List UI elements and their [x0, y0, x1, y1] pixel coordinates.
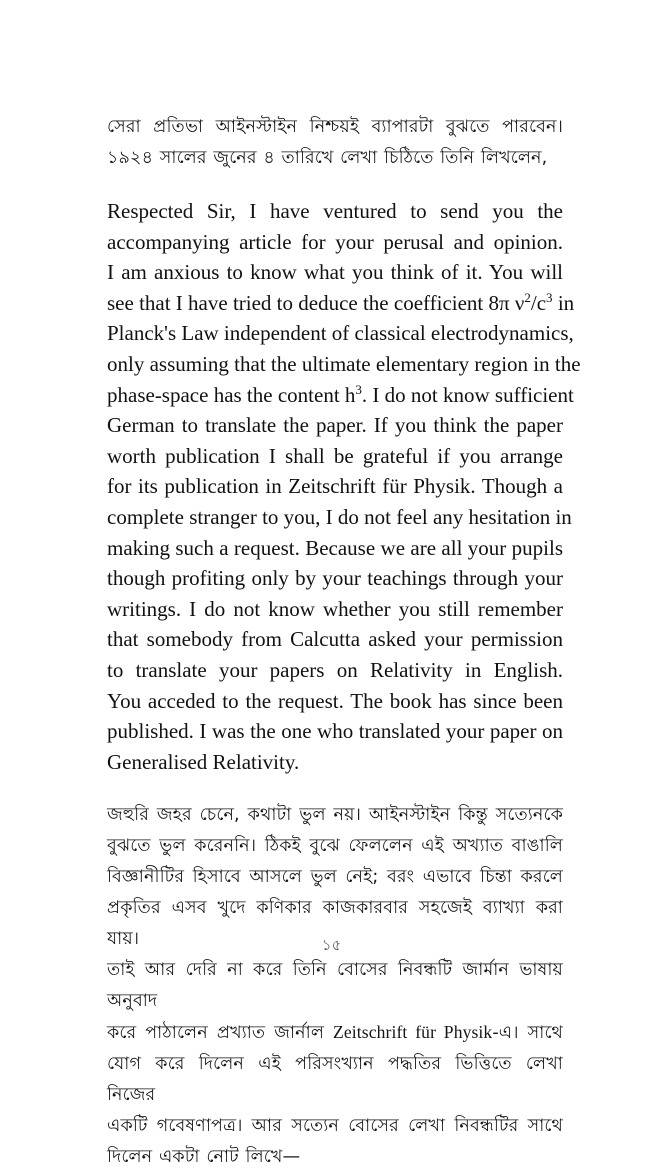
text-column	[107, 112, 581, 1173]
journal-name: Zeitschrift für Physik	[333, 1022, 493, 1043]
letter-line-formula-post: in	[552, 290, 575, 315]
letter-line: making such a request. Because we are all your pupils	[107, 535, 563, 560]
letter-line-formula-pre: see that I have tried to deduce the coefficient 8π ν	[107, 290, 525, 315]
letter-line: that somebody from Calcutta asked your permission	[107, 627, 563, 652]
letter-line: only assuming that the ultimate elementary region in the	[107, 351, 581, 376]
letter-line: German to translate the paper. If you think the paper	[107, 413, 563, 438]
intro-line: সেরা প্রতিভা আইনস্টাইন নিশ্চয়ই ব্যাপারটা বুঝতে পারবেন।	[107, 117, 563, 137]
letter-line: You acceded to the request. The book has since been	[107, 688, 563, 713]
letter-line-formula	[107, 288, 575, 319]
spacer	[107, 777, 563, 800]
intro-line: ১৯২৪ সালের জুনের ৪ তারিখে লেখা চিঠিতে তিনি লিখলেন,	[107, 148, 548, 168]
letter-line: Planck's Law independent of classical electrodynamics,	[107, 321, 574, 346]
exponent-3: 3	[355, 381, 362, 397]
letter-line: worth publication I shall be grateful if you arrange	[107, 443, 563, 468]
letter-line: I am anxious to know what you think of it. You will	[107, 260, 563, 285]
outro-line: যোগ করে দিলেন এই পরিসংখ্যান পদ্ধতির ভিত্তিতে লেখা নিজের	[107, 1054, 563, 1106]
outro-line: বুঝতে ভুল করেননি। ঠিকই বুঝে ফেললেন এই অখ্যাত বাঙালি	[107, 836, 563, 857]
letter-line-formula-mid: /c	[530, 290, 547, 315]
outro-line: একটি গবেষণাপত্র। আর সত্যেন বোসের লেখা নিবন্ধটির সাথে	[107, 1116, 563, 1137]
outro-paragraph	[107, 800, 563, 1173]
letter-line-formula-post: . I do not know sufficient	[361, 382, 574, 407]
exponent-3: 3	[546, 289, 553, 305]
letter-line: published. I was the one who translated your paper on	[107, 719, 563, 744]
letter-line: Generalised Relativity.	[107, 749, 300, 774]
outro-line: প্রকৃতির এসব খুদে কণিকার কাজকারবার সহজেই ব্যাখ্যা করা যায়।	[107, 898, 563, 950]
letter-line: Respected Sir, I have ventured to send you the	[107, 199, 563, 223]
outro-line-journal-post: -এ। সাথে	[492, 1023, 564, 1044]
letter-line: writings. I do not know whether you still remember	[107, 596, 563, 621]
outro-line: দিলেন একটা নোট লিখে—	[107, 1147, 301, 1168]
letter-line: complete stranger to you, I do not feel any hesitation in	[107, 504, 572, 529]
outro-line: জহুরি জহর চেনে, কথাটা ভুল নয়। আইনস্টাইন কিন্তু সত্যেনকে	[107, 805, 563, 826]
outro-line-journal	[107, 1017, 563, 1049]
letter-line: accompanying article for your perusal and opinion.	[107, 229, 563, 254]
letter-block	[107, 196, 581, 777]
letter-line-formula	[107, 380, 574, 411]
exponent-2: 2	[524, 289, 531, 305]
letter-line: though profiting only by your teachings through your	[107, 566, 563, 591]
outro-line: বিজ্ঞানীটির হিসাবে আসলে ভুল নেই; বরং এভাবে চিন্তা করলে	[107, 867, 563, 888]
intro-paragraph	[107, 112, 563, 174]
spacer	[107, 174, 563, 196]
letter-line-formula-pre: phase-space has the content h	[107, 382, 356, 407]
page-number: ১৫	[321, 936, 342, 954]
outro-line-journal-pre: করে পাঠালেন প্রখ্যাত জার্নাল	[107, 1023, 334, 1044]
outro-line: তাই আর দেরি না করে তিনি বোসের নিবন্ধটি জার্মান ভাষায় অনুবাদ	[107, 960, 563, 1012]
letter-line: for its publication in Zeitschrift für Physik. Though a	[107, 474, 563, 499]
letter-line: to translate your papers on Relativity in English.	[107, 657, 563, 682]
